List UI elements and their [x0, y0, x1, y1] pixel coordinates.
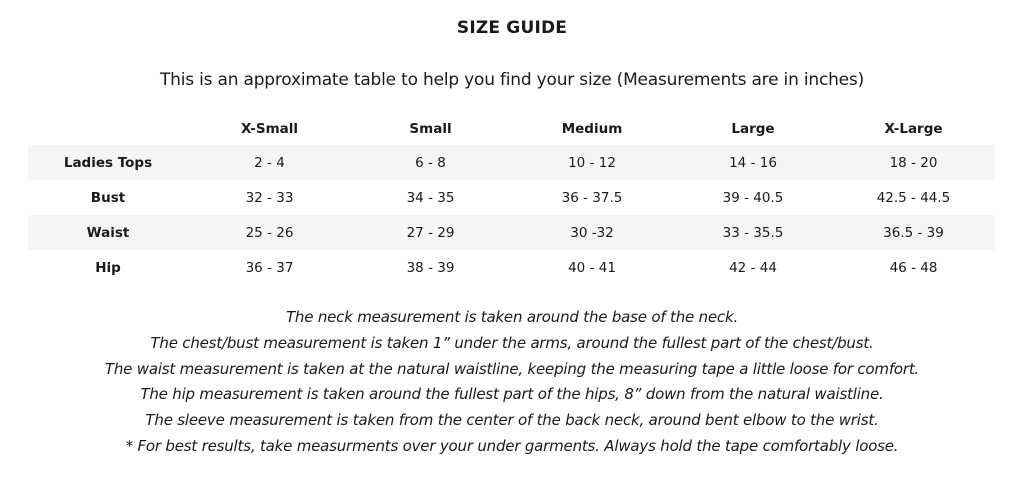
table-cell: 14 - 16: [729, 154, 777, 171]
table-row: [28, 250, 995, 285]
table-cell: 6 - 8: [415, 154, 446, 171]
column-header-small: Small: [409, 121, 452, 137]
table-cell: 2 - 4: [254, 154, 285, 171]
note-best-results: * For best results, take measurments over your under garments. Always hold the tape comfortably loose.: [125, 436, 899, 455]
table-row: [28, 145, 995, 180]
table-cell: 38 - 39: [406, 259, 455, 276]
column-header-large: Large: [731, 121, 775, 137]
row-label: Bust: [90, 189, 126, 206]
table-row: [28, 180, 995, 215]
note-neck: The neck measurement is taken around the base of the neck.: [285, 308, 739, 326]
table-cell: 25 - 26: [245, 224, 294, 241]
table-cell: 33 - 35.5: [722, 224, 784, 241]
page-subtitle: This is an approximate table to help you find your size (Measurements are in inches): [159, 70, 865, 90]
note-chest-bust: The chest/bust measurement is taken 1” under the arms, around the fullest part of the chest/bust.: [150, 333, 874, 352]
table-cell: 18 - 20: [889, 154, 938, 171]
table-cell: 36 - 37.5: [561, 189, 623, 206]
column-header-x-large: X-Large: [884, 121, 943, 137]
table-cell: 30 -32: [570, 224, 614, 241]
note-sleeve: The sleeve measurement is taken from the center of the back neck, around bent elbow to the wrist.: [145, 411, 879, 430]
row-label: Ladies Tops: [63, 154, 153, 171]
table-header-row: [28, 113, 995, 145]
table-cell: 42.5 - 44.5: [876, 189, 951, 206]
table-cell: 10 - 12: [568, 154, 616, 171]
table-cell: 27 - 29: [406, 224, 455, 241]
row-label: Waist: [86, 224, 130, 241]
table-cell: 36 - 37: [245, 259, 294, 276]
table-cell: 40 - 41: [568, 259, 616, 276]
table-cell: 46 - 48: [889, 259, 938, 276]
measurement-notes: [0, 305, 1024, 460]
row-label: Hip: [95, 259, 121, 276]
size-table: [28, 113, 995, 285]
column-header-medium: Medium: [561, 121, 623, 137]
table-cell: 36.5 - 39: [883, 224, 944, 241]
table-row: [28, 215, 995, 250]
note-waist: The waist measurement is taken at the natural waistline, keeping the measuring tape a little loose for comfort.: [104, 359, 920, 378]
column-header-x-small: X-Small: [240, 121, 299, 137]
page-title: SIZE GUIDE: [456, 18, 568, 38]
column-header-empty: [28, 113, 188, 145]
table-cell: 42 - 44: [729, 259, 777, 276]
table-cell: 32 - 33: [245, 189, 294, 206]
table-cell: 39 - 40.5: [722, 189, 784, 206]
note-hip: The hip measurement is taken around the fullest part of the hips, 8” down from the natural waistline.: [140, 385, 884, 404]
table-cell: 34 - 35: [406, 189, 455, 206]
